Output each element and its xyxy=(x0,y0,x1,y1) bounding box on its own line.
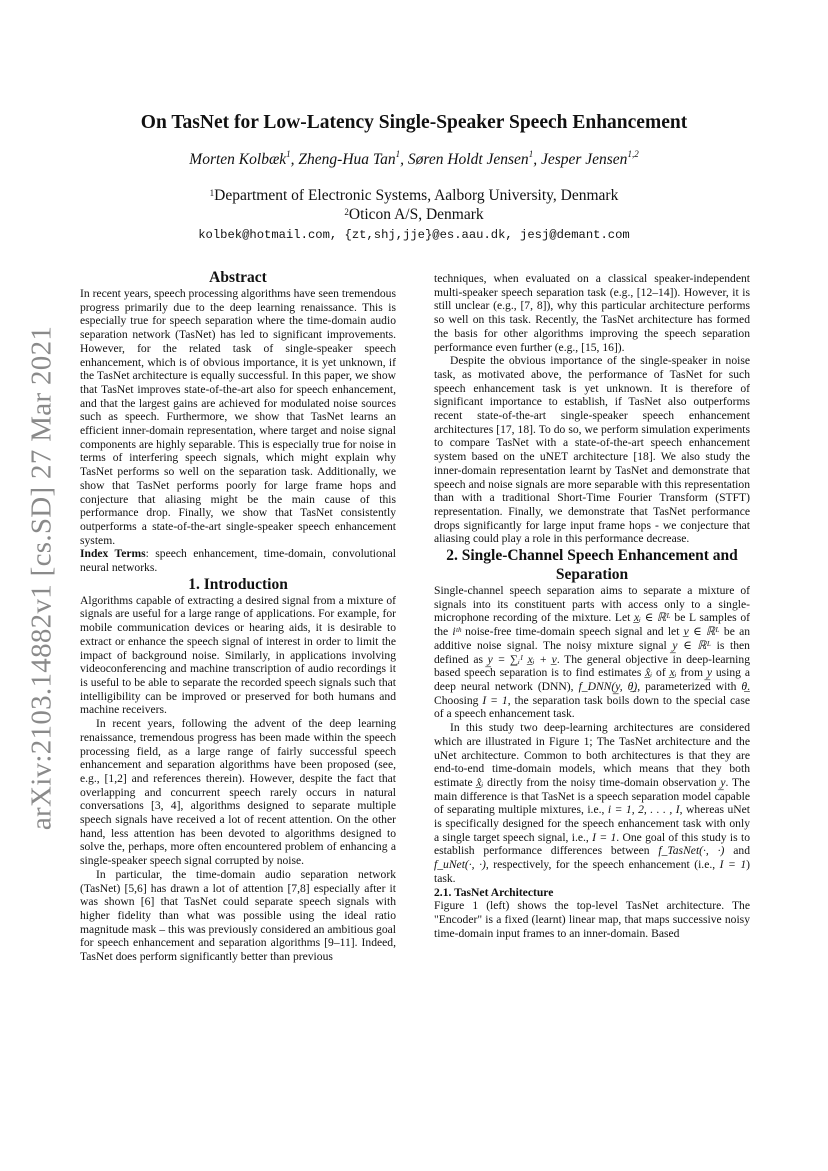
author: Jesper Jensen$^{1,2}$ xyxy=(540,149,639,168)
subsection-2-1-heading: 2.1. TasNet Architecture xyxy=(434,885,554,899)
intro-paragraph-2: In recent years, following the advent of the deep learning renaissance, tremendous progress has been made within the speech processing field, as a large range of fairly successful speech enhancement and separation algorithms have been proposed (see, e.g., [1,2] and references therein). However, despite the fact that overlapping and concurrent speech rarely occurs in natural conversations [3, 4], algorithms designed to separate multiple speech signals have received a lot of recent attention. On the other hand, less attention has been devoted to algorithms designed to solve the, perhaps, more often encountered problem of enhancing a single-speaker speech signal corrupted by noise. xyxy=(80,717,396,868)
subsection-2-1-body: Figure 1 (left) shows the top-level TasNet architecture. The "Encoder" is a fixed (learnt) linear map, that maps successive noisy time-domain input frames to an inner-domain. Based xyxy=(434,899,750,940)
abstract-body: In recent years, speech processing algorithms have seen tremendous progress primarily due to the deep learning renaissance. This is especially true for speech separation where the time-domain audio separation network (TasNet) has led to significant improvements. However, for the related task of single-speaker speech enhancement, which is of obvious importance, it is yet unknown, if the TasNet architecture is equally successful. In this paper, we show that TasNet improves state-of-the-art also for speech enhancement, and that the largest gains are achieved for modulated noise sources such as speech. Furthermore, we show that TasNet learns an efficient inner-domain representation, where target and noise signal components are highly separable. This is especially true for noise in terms of interfering speech signals, which might explain why TasNet performs so well on the separation task. Additionally, we show that TasNet performs poorly for large frame hops and conjecture that aliasing might be the main cause of this performance drop. Finally, we show that TasNet consistently outperforms a state-of-the-art single-speaker speech enhancement system. xyxy=(80,287,396,547)
intro-paragraph-3: In particular, the time-domain audio separation network (TasNet) [5,6] has drawn a lot of attention [7,8] especially after it was shown [6] that TasNet could separate speech signals with higher fidelity than what was possible using the ideal ratio magnitude mask – this was previously considered an ambitious goal for speech enhancement and separation algorithms [9–11]. Indeed, TasNet does perform significantly better than previous xyxy=(80,867,396,964)
affiliation-2: $^2$Oticon A/S, Denmark xyxy=(344,206,484,223)
paper-title: On TasNet for Low-Latency Single-Speaker Speech Enhancement xyxy=(140,112,688,133)
affiliations xyxy=(80,186,748,224)
intro-paragraph-1: Algorithms capable of extracting a desired signal from a mixture of signals are useful for a large range of applications. For example, for mobile communication devices or hearing aids, it is desirable to extract or enhance the speech signal of interest in order to limit the impact of background noise. Similarly, in applications involving videoconferencing and machine transcription of audio recordings it is useful to be able to separate the recorded speech signals such that intelligibility can be improved or preserved for both humans and machine receivers. xyxy=(80,593,396,717)
author: Søren Holdt Jensen$^1$, xyxy=(407,149,541,168)
section-2-paragraph-1: Single-channel speech separation aims to separate a mixture of signals into its constituent parts with access only to a single-microphone recording of the mixture. Let x̲ᵢ ∈ ℝᴸ be L samples of the iᵗʰ noise-free time-domain speech signal and let v̲ ∈ ℝᴸ be an additive noise signal. The noisy mixture signal y̲ ∈ ℝᴸ is then defined as y̲ = ∑ᵢᴵ x̲ᵢ + v̲. The general objective in deep-learning based speech separation is to find estimates x̲̂ᵢ of x̲ᵢ from y̲ using a deep neural network (DNN), f_DNN(y̲, θ̲), parameterized with θ̲. Choosing I = 1, the separation task boils down to the special case of a speech enhancement task. xyxy=(434,584,751,721)
left-column xyxy=(80,268,396,964)
arxiv-stamp: arXiv:2103.14882v1 [cs.SD] 27 Mar 2021 xyxy=(25,325,58,831)
abstract-heading: Abstract xyxy=(209,269,267,286)
author: Zheng-Hua Tan$^1$, xyxy=(298,149,408,168)
introduction-heading: 1. Introduction xyxy=(188,575,288,593)
affiliation-1: $^1$Department of Electronic Systems, Aalborg University, Denmark xyxy=(209,187,619,204)
right-column xyxy=(434,272,750,940)
intro-continued-paragraph: techniques, when evaluated on a classical speaker-independent multi-speaker speech separation task (e.g., [12–14]). However, it is still unclear (e.g., [7, 8]), why this particular architecture performs so well on this task. Recently, the TasNet architecture has formed the basis for other algorithms improving the speech separation performance even further (e.g., [15, 16]). xyxy=(434,272,750,354)
section-2-heading: 2. Single-Channel Speech Enhancement and Separation xyxy=(446,547,738,584)
author: Morten Kolbæk$^1$, xyxy=(189,149,299,168)
author-list xyxy=(80,151,748,169)
author-emails: kolbek@hotmail.com, {zt,shj,jje}@es.aau.dk, jesj@demant.com xyxy=(198,228,630,242)
intro-paragraph-4: Despite the obvious importance of the single-speaker in noise task, as motivated above, the performance of TasNet for such speech enhancement task is yet unknown. It is therefore of significant importance to establish, if TasNet also outperforms recent state-of-the-art single-speaker speech enhancement architectures [17, 18]. To do so, we perform simulation experiments to compare TasNet with a state-of-the-art speech enhancement system based on the uNET architecture [18]. We also study the inner-domain representation learnt by TasNet and demonstrate that speech and noise signals are more separable with this representation than with a traditional Short-Time Fourier Transform (STFT) representation. Finally, we demonstrate that TasNet performance drops significantly for large input frame hops - we conjecture that aliasing could play a role in this performance decrease. xyxy=(434,354,750,546)
section-2-paragraph-2: In this study two deep-learning architectures are considered which are illustrated in Figure 1; The TasNet architecture and the uNet architecture. Common to both architectures is that they are end-to-end time-domain models, which means that they both estimate x̲̂ᵢ directly from the noisy time-domain observation y̲. The main difference is that TasNet is a speech separation model capable of separating multiple mixtures, i.e., i = 1, 2, . . . , I, whereas uNet is specifically designed for the speech enhancement task with only a single target speech signal, i.e., I = 1. One goal of this study is to establish performance differences between f_TasNet(·, ·) and f_uNet(·, ·), respectively, for the speech enhancement (i.e., I = 1) task. xyxy=(434,721,751,885)
index-terms: Index Terms: speech enhancement, time-domain, convolutional neural networks. xyxy=(80,547,396,575)
